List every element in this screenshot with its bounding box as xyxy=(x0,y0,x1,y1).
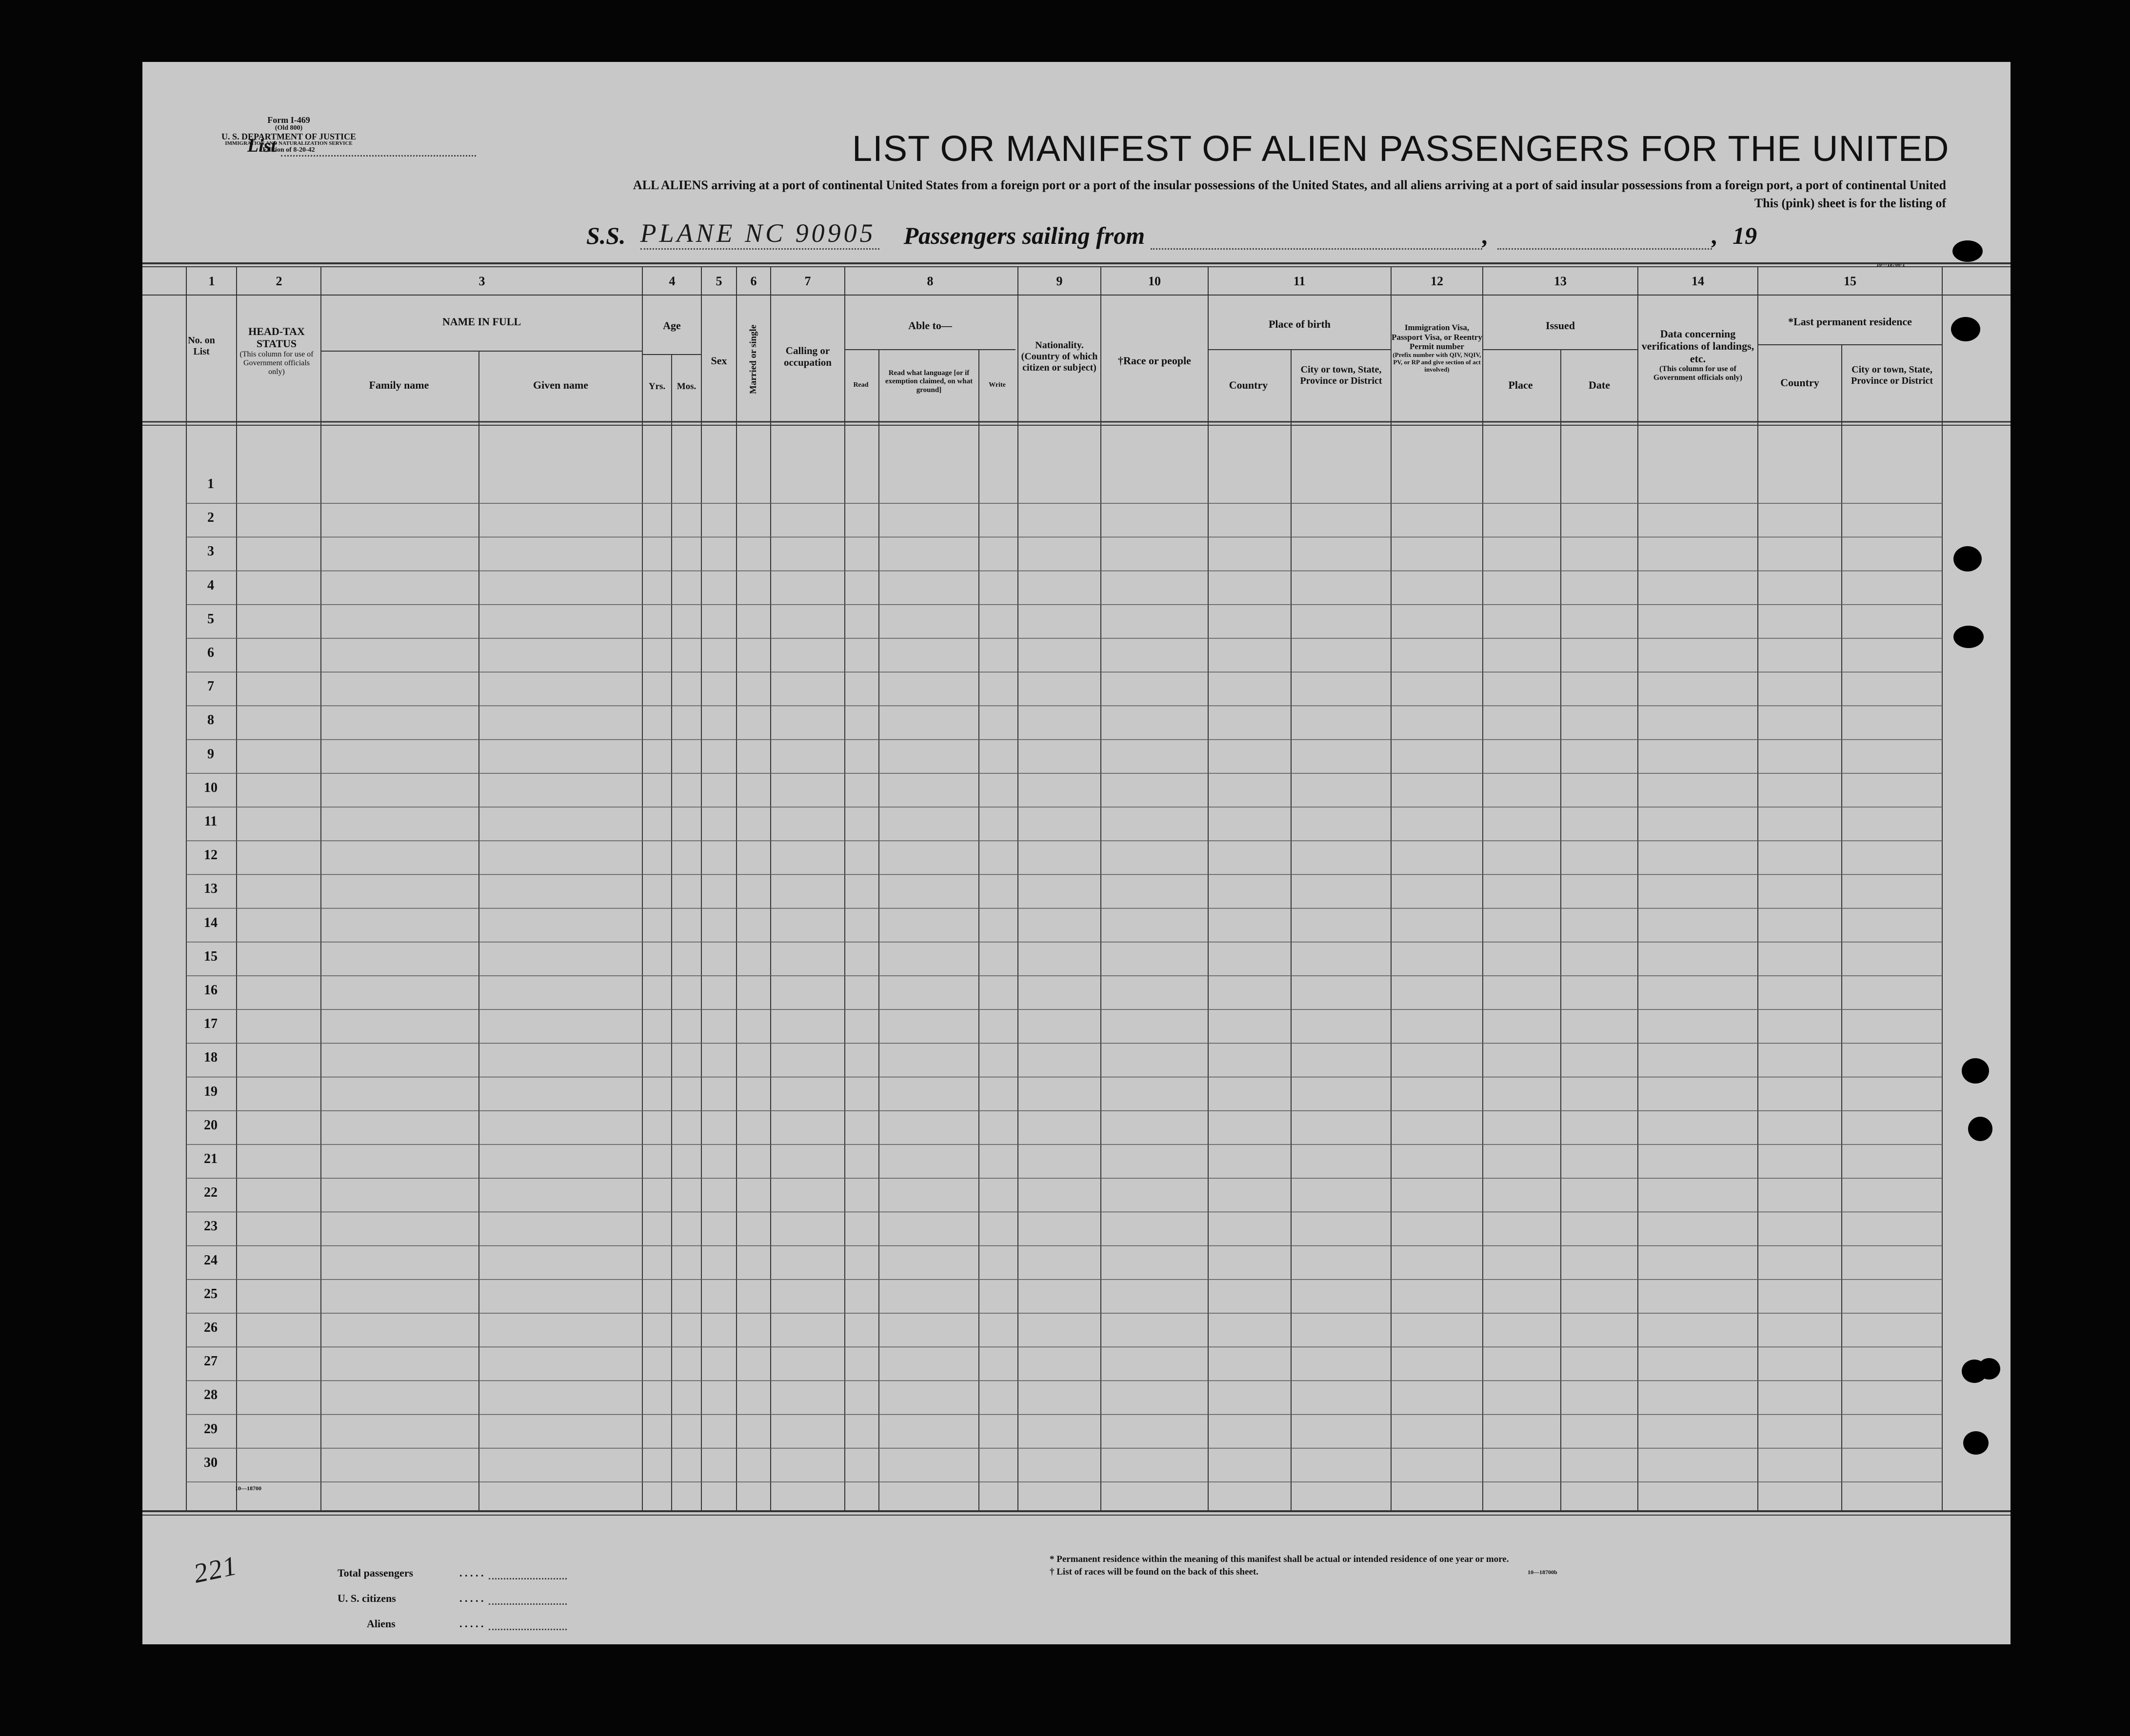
us-citizens-dots: . . . . . xyxy=(459,1592,484,1604)
aliens-label: Aliens xyxy=(367,1618,396,1630)
row-number: 12 xyxy=(204,848,218,863)
punch-hole xyxy=(1962,1058,1989,1084)
vessel-prefix: S.S. xyxy=(586,222,626,249)
us-citizens-label: U. S. citizens xyxy=(338,1592,396,1604)
punch-hole xyxy=(1952,240,1983,262)
column-number: 3 xyxy=(478,274,485,288)
bottom-code: 10—18700 xyxy=(235,1485,261,1492)
total-passengers-line xyxy=(338,1554,567,1579)
header-visa-label: Immigration Visa, Passport Visa, or Reentry Permit number xyxy=(1392,323,1482,352)
row-number: 28 xyxy=(204,1387,218,1403)
row-number: 1 xyxy=(207,476,214,492)
header-last-residence: *Last permanent residence xyxy=(1788,316,1912,328)
manifest-grid xyxy=(142,62,2011,1644)
total-passengers-label: Total passengers xyxy=(338,1567,414,1579)
header-race: †Race or people xyxy=(1118,355,1191,367)
header-visa xyxy=(1391,323,1483,373)
punch-hole xyxy=(1953,626,1984,648)
aliens-dots: . . . . . xyxy=(459,1618,484,1630)
manifest-subtitle-1: ALL ALIENS arriving at a port of continental United States from a foreign port or a port of the insular possessions of the United States, and all aliens arriving at a port of said insular possessions from a foreign port, a port of continental United xyxy=(633,178,1946,192)
vessel-name-handwritten: PLANE NC 90905 xyxy=(640,218,879,250)
vessel-line: S.S. PLANE NC 90905 Passengers sailing from , , 19 xyxy=(586,218,1757,249)
header-mos: Mos. xyxy=(677,381,697,392)
year-label: 19 xyxy=(1732,222,1757,249)
corner-code: 10—18700-1 xyxy=(1876,262,1905,268)
header-lr-city: City or town, State, Province or District xyxy=(1851,364,1933,386)
us-citizens-line xyxy=(338,1579,567,1605)
row-number: 6 xyxy=(207,645,214,660)
column-number: 1 xyxy=(208,274,215,288)
form-edition: Edition of 8-20-42 xyxy=(262,146,315,154)
row-number: 14 xyxy=(204,915,218,930)
form-number: Form I-469 xyxy=(267,115,310,125)
column-number: 2 xyxy=(276,274,282,288)
header-data-concerning xyxy=(1638,328,1758,383)
total-passengers-dots: . . . . . xyxy=(459,1567,484,1579)
header-able-to: Able to— xyxy=(908,319,952,332)
aliens-line xyxy=(338,1605,567,1630)
row-number: 25 xyxy=(204,1286,218,1302)
column-number: 11 xyxy=(1293,274,1306,288)
header-data-concerning-note: (This column for use of Government officials only) xyxy=(1653,364,1743,382)
header-age: Age xyxy=(663,319,681,332)
row-number: 22 xyxy=(204,1185,218,1201)
header-head-tax xyxy=(238,325,316,377)
column-number: 13 xyxy=(1554,274,1567,288)
header-head-tax-label: HEAD-TAX STATUS xyxy=(248,325,305,350)
row-number: 30 xyxy=(204,1455,218,1470)
header-lr-country: Country xyxy=(1780,376,1819,389)
header-calling: Calling or occupation xyxy=(783,345,832,369)
header-yrs: Yrs. xyxy=(648,381,666,392)
footnote-races: † List of races will be found on the back of this sheet. xyxy=(1050,1567,1259,1577)
row-number: 5 xyxy=(207,611,214,627)
row-number: 27 xyxy=(204,1354,218,1369)
header-pob-country: Country xyxy=(1229,379,1268,391)
row-number: 24 xyxy=(204,1252,218,1268)
header-married-single xyxy=(737,301,771,418)
punch-hole xyxy=(1978,1358,2000,1380)
punch-hole xyxy=(1963,1431,1989,1455)
row-number: 21 xyxy=(204,1151,218,1166)
column-number: 8 xyxy=(927,274,934,288)
row-number: 3 xyxy=(207,544,214,559)
aliens-blank xyxy=(489,1619,567,1630)
punch-hole xyxy=(1951,317,1980,341)
row-number: 20 xyxy=(204,1117,218,1133)
header-read: Read xyxy=(853,381,869,389)
header-nationality: Nationality. (Country of which citizen or subject) xyxy=(1021,340,1098,373)
row-number: 16 xyxy=(204,983,218,998)
header-visa-note: (Prefix number with QIV, NQIV, PV, or RP and give section of act involved) xyxy=(1393,351,1481,373)
row-number: 17 xyxy=(204,1016,218,1032)
sailing-from-label: Passengers sailing from xyxy=(903,222,1145,249)
column-number: 14 xyxy=(1692,274,1704,288)
header-sex: Sex xyxy=(711,355,727,367)
punch-hole xyxy=(1953,546,1982,572)
column-number: 6 xyxy=(750,274,757,288)
header-issued-date: Date xyxy=(1589,379,1610,391)
header-married-single-label: Married or single xyxy=(748,324,759,395)
footnotes xyxy=(1050,1554,1557,1578)
row-number: 13 xyxy=(204,881,218,897)
row-number: 15 xyxy=(204,948,218,964)
header-pob-city: City or town, State, Province or District xyxy=(1300,364,1382,386)
column-number: 9 xyxy=(1056,274,1063,288)
row-number: 4 xyxy=(207,577,214,593)
row-number: 10 xyxy=(204,780,218,795)
footnote-residence: * Permanent residence within the meaning of this manifest shall be actual or intended residence of one year or more. xyxy=(1050,1554,1509,1564)
total-passengers-blank xyxy=(489,1568,567,1579)
list-label: List xyxy=(247,136,277,156)
header-name-in-full: NAME IN FULL xyxy=(442,316,521,328)
header-place-of-birth: Place of birth xyxy=(1268,318,1331,330)
form-old-number: (Old 800) xyxy=(275,124,303,132)
totals-block xyxy=(338,1554,567,1630)
column-number: 4 xyxy=(669,274,676,288)
row-number: 2 xyxy=(207,510,214,526)
header-no-on-list: No. on List xyxy=(188,335,215,357)
header-head-tax-note: (This column for use of Government officials only) xyxy=(239,350,314,376)
row-number: 9 xyxy=(207,746,214,762)
column-number: 5 xyxy=(716,274,722,288)
column-number: 7 xyxy=(804,274,811,288)
header-issued-place: Place xyxy=(1508,379,1533,391)
footnote-code: 10—18700b xyxy=(1528,1569,1557,1576)
row-number: 23 xyxy=(204,1219,218,1234)
row-number: 26 xyxy=(204,1320,218,1335)
service-name: IMMIGRATION AND NATURALIZATION SERVICE xyxy=(225,140,353,147)
handwritten-sheet-number: 221 xyxy=(191,1550,240,1589)
manifest-title: LIST OR MANIFEST OF ALIEN PASSENGERS FOR THE UNITED xyxy=(852,128,1950,169)
header-read-language: Read what language [or if exemption claimed, on what ground] xyxy=(885,369,973,394)
row-number: 29 xyxy=(204,1421,218,1437)
column-number: 10 xyxy=(1148,274,1161,288)
header-data-concerning-label: Data concerning verifications of landings, etc. xyxy=(1641,328,1754,365)
department-name: U. S. DEPARTMENT OF JUSTICE xyxy=(221,131,357,141)
punch-hole xyxy=(1968,1117,1992,1141)
manifest-subtitle-2: This (pink) sheet is for the listing of xyxy=(1754,196,1946,210)
header-issued: Issued xyxy=(1546,319,1575,332)
header-write: Write xyxy=(989,381,1006,389)
header-given-name: Given name xyxy=(533,379,589,391)
row-number: 8 xyxy=(207,712,214,728)
row-number: 7 xyxy=(207,679,214,694)
manifest-sheet xyxy=(142,62,2011,1644)
row-number: 18 xyxy=(204,1050,218,1065)
us-citizens-blank xyxy=(489,1594,567,1605)
header-family-name: Family name xyxy=(369,379,429,391)
row-number: 11 xyxy=(204,814,218,829)
column-number: 12 xyxy=(1431,274,1443,288)
column-number: 15 xyxy=(1844,274,1856,288)
row-number: 19 xyxy=(204,1084,218,1099)
